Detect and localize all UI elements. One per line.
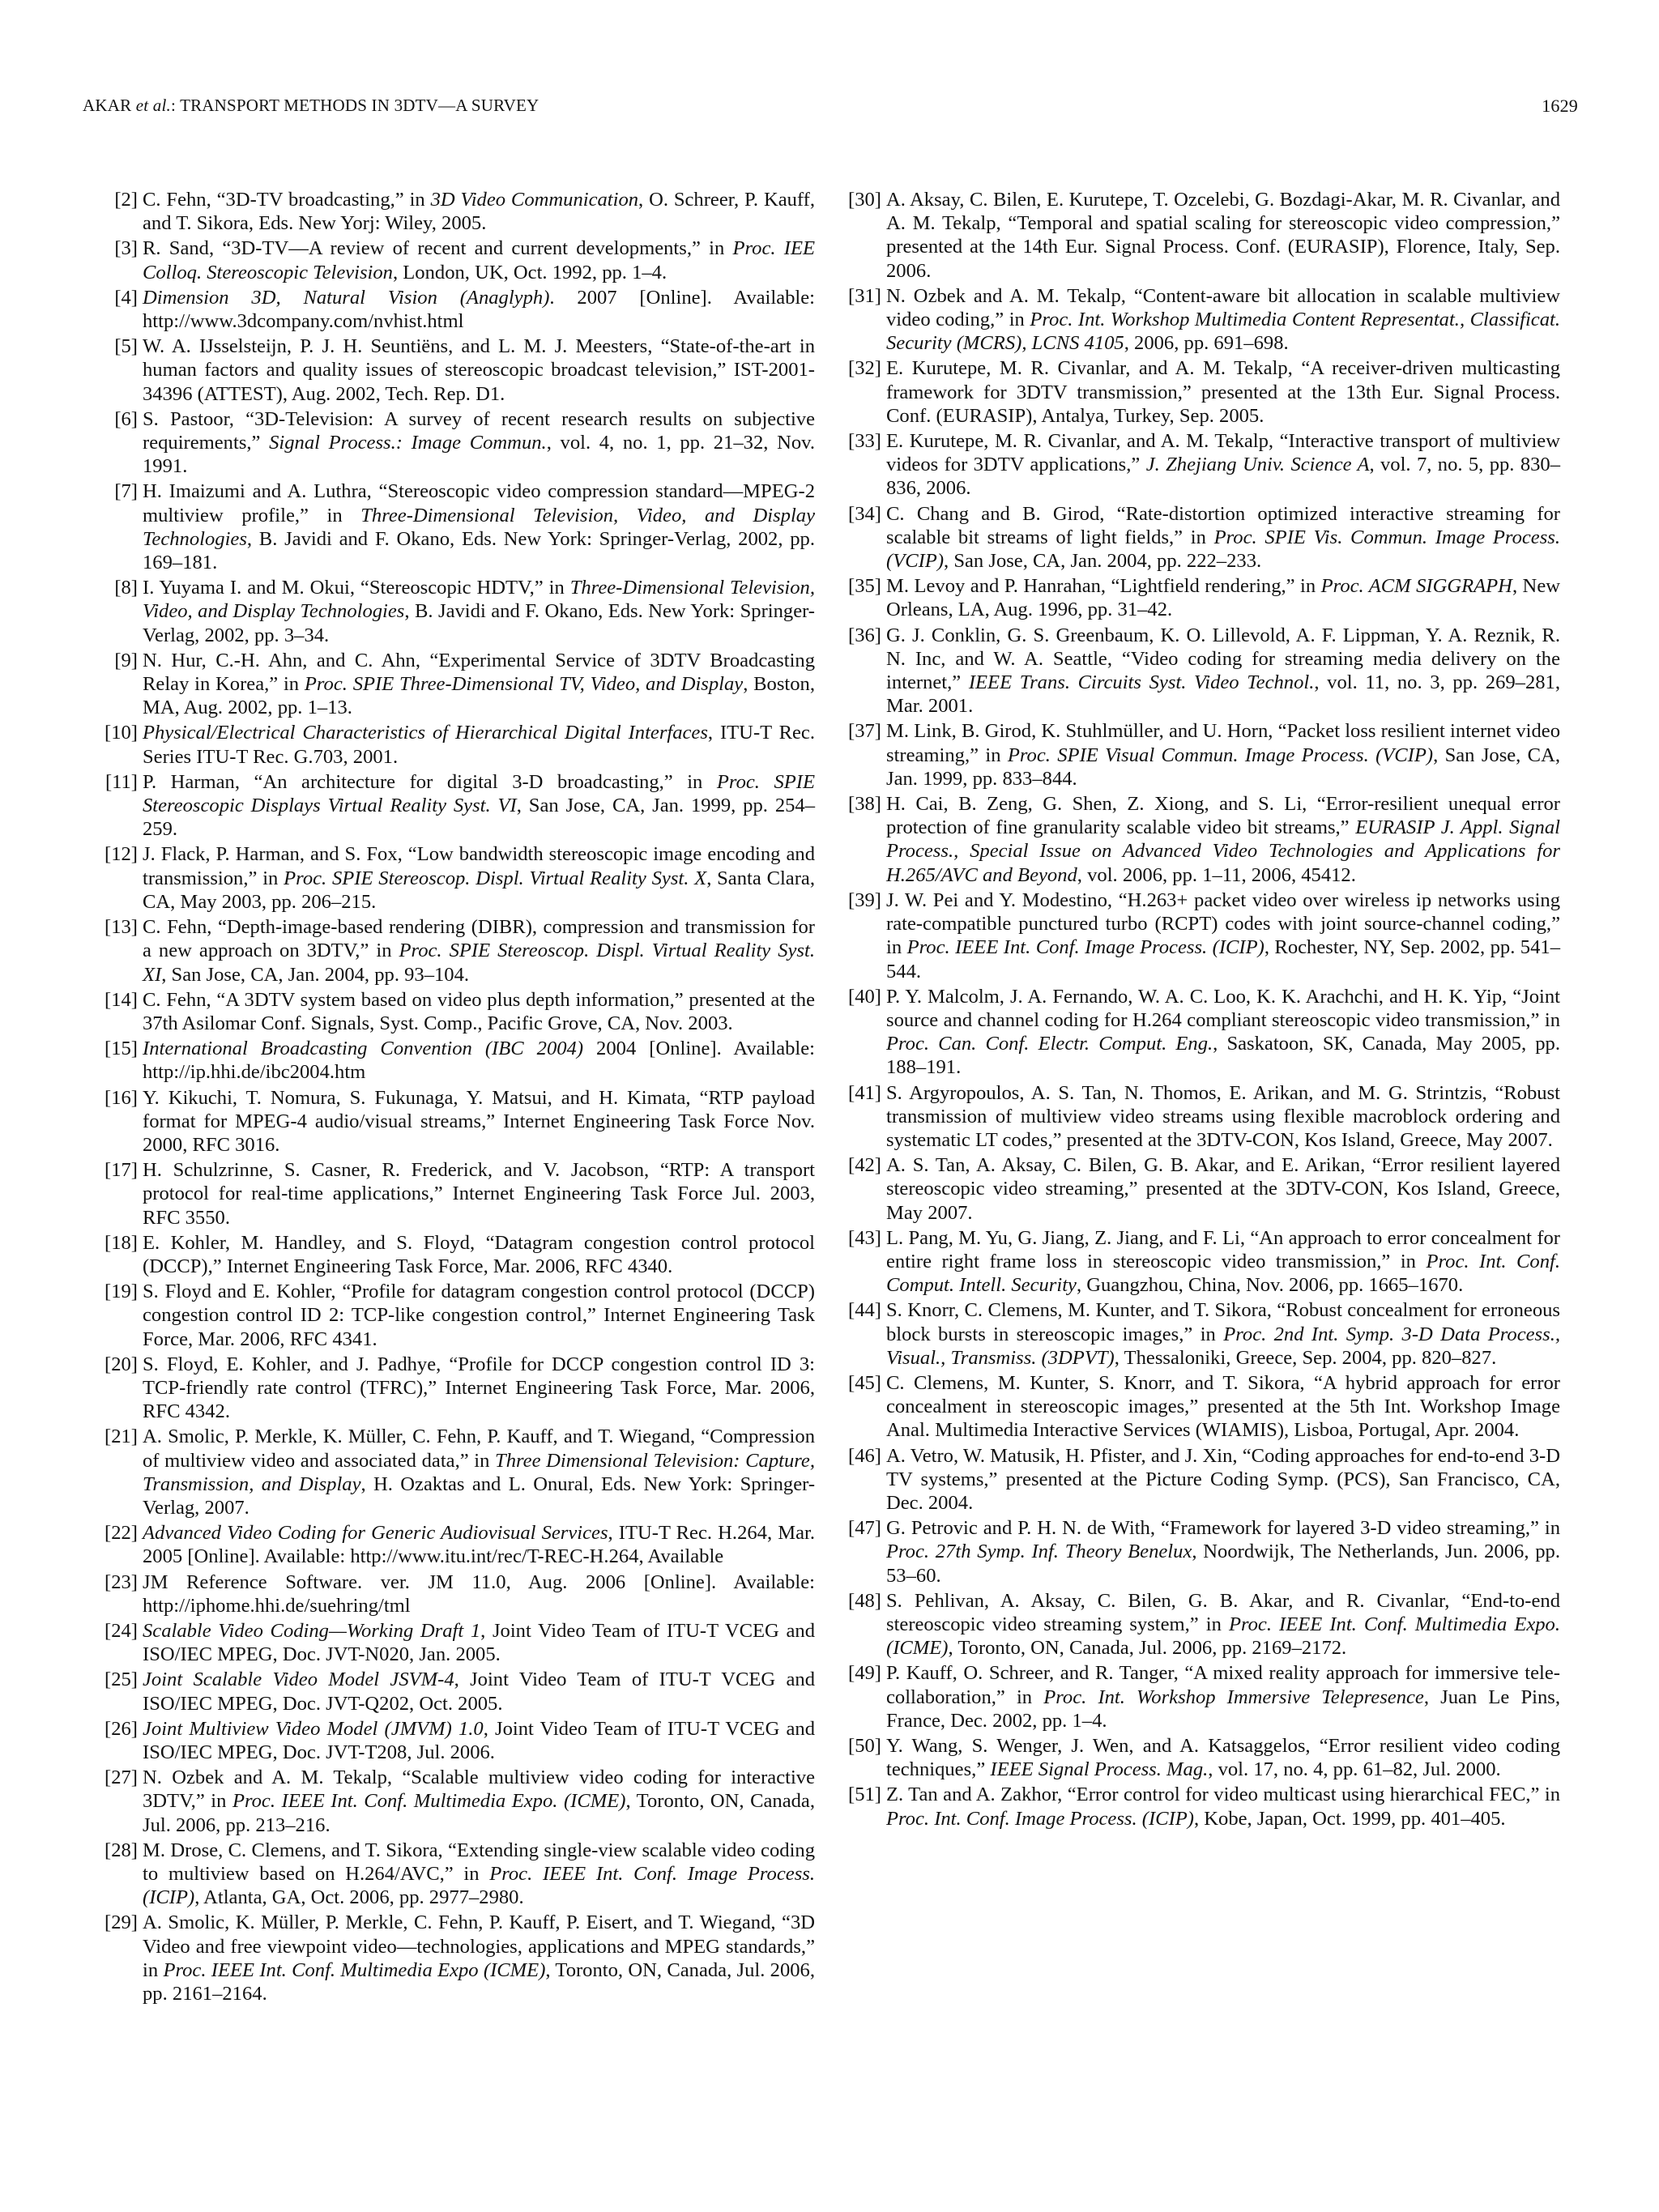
reference-segment: G. J. Conklin, G. S. Greenbaum, K. O. Lillevold, A. F. Lippman, Y. A. Reznik, R. N. Inc, and W. A. Seattle, “Video coding for streaming media delivery on the internet,”: [886, 624, 1560, 694]
reference-entry: [104, 1521, 815, 1568]
reference-segment: C. Fehn, “Depth-image-based rendering (DIBR), compression and transmission for a new approach on 3DTV,” in: [143, 916, 815, 962]
reference-segment: , Toronto, ON, Canada, Jul. 2006, pp. 2169–2172.: [948, 1637, 1347, 1660]
reference-text: [143, 1839, 815, 1910]
reference-segment: , H. Ozaktas and L. Onural, Eds. New York: Springer-Verlag, 2007.: [143, 1473, 816, 1519]
reference-italic-segment: Joint Multiview Video Model (JMVM) 1.0: [143, 1717, 484, 1740]
reference-number: [4]: [114, 286, 138, 309]
reference-number: [25]: [104, 1669, 138, 1691]
reference-segment: , Santa Clara, CA, May 2003, pp. 206–215.: [143, 867, 815, 913]
reference-italic-segment: Proc. IEEE Int. Conf. Multimedia Expo (ICME): [163, 1958, 546, 1981]
reference-text: [143, 407, 815, 479]
reference-segment: , Joint Video Team of ITU-T VCEG and ISO/IEC MPEG, Doc. JVT-N020, Jan. 2005.: [143, 1619, 815, 1666]
reference-entry: [104, 988, 815, 1035]
reference-segment: , Rochester, NY, Sep. 2002, pp. 541–544.: [886, 936, 1560, 982]
reference-number: [27]: [104, 1767, 138, 1789]
reference-number: [16]: [104, 1086, 138, 1109]
reference-italic-segment: Proc. Can. Conf. Electr. Comput. Eng.: [886, 1033, 1213, 1055]
reference-segment: N. Ozbek and A. M. Tekalp, “Scalable multiview video coding for interactive 3DTV,” in: [143, 1767, 815, 1813]
reference-italic-segment: Proc. 2nd Int. Symp. 3-D Data Process., Visual., Transmiss. (3DPVT): [886, 1323, 1560, 1369]
reference-number: [32]: [848, 357, 881, 380]
reference-italic-segment: Joint Scalable Video Model JSVM-4: [143, 1669, 454, 1691]
reference-entry: [848, 624, 1560, 718]
reference-italic-segment: Proc. SPIE Vis. Commun. Image Process. (VCIP): [886, 526, 1560, 573]
reference-segment: , San Jose, CA, Jan. 2004, pp. 222–233.: [944, 550, 1262, 573]
reference-number: [36]: [848, 624, 881, 646]
reference-number: [23]: [104, 1571, 138, 1593]
reference-entry: [848, 1589, 1560, 1660]
reference-number: [38]: [848, 793, 881, 816]
reference-entry: [848, 429, 1561, 501]
reference-segment: S. Knorr, C. Clemens, M. Kunter, and T. Sikora, “Robust concealment for erroneous block bursts in stereoscopic images,” in: [886, 1299, 1560, 1345]
reference-italic-segment: Three-Dimensional Television, Video, and Display Technologies: [143, 504, 815, 550]
running-head-text: : TRANSPORT METHODS IN 3DTV—A SURVEY: [170, 96, 539, 115]
reference-italic-segment: Proc. 27th Symp. Inf. Theory Benelux: [886, 1541, 1192, 1563]
reference-segment: H. Imaizumi and A. Luthra, “Stereoscopic video compression standard—MPEG-2 multiview profile,” in: [143, 480, 815, 526]
reference-entry: [848, 284, 1560, 356]
reference-segment: S. Pehlivan, A. Aksay, C. Bilen, G. B. Akar, and R. Civanlar, “End-to-end stereoscopic video streaming system,” in: [886, 1589, 1560, 1635]
reference-segment: , O. Schreer, P. Kauff, and T. Sikora, Eds. New Yorj: Wiley, 2005.: [143, 189, 815, 235]
reference-entry: [848, 574, 1560, 621]
reference-text: [143, 1231, 815, 1278]
reference-segment: , Thessaloniki, Greece, Sep. 2004, pp. 820–827.: [1114, 1346, 1497, 1369]
reference-number: [5]: [114, 335, 138, 358]
reference-segment: , ITU-T Rec. Series ITU-T Rec. G.703, 2001.: [143, 722, 815, 768]
reference-number: [8]: [114, 577, 138, 599]
reference-number: [50]: [848, 1735, 881, 1757]
reference-entry: [848, 1444, 1560, 1515]
reference-segment: , Juan Le Pins, France, Dec. 2002, pp. 1–4.: [886, 1686, 1560, 1732]
reference-segment: R. Sand, “3D-TV—A review of recent and current developments,” in: [143, 237, 733, 260]
reference-segment: J. W. Pei and Y. Modestino, “H.263+ packet video over wireless ip networks using rate-compatible punctured turbo (RCPT) codes with joint source-channel coding,” in: [886, 889, 1560, 959]
reference-segment: , vol. 2006, pp. 1–11, 2006, 45412.: [1077, 863, 1356, 886]
running-header: [83, 96, 1578, 128]
reference-number: [40]: [848, 985, 881, 1008]
reference-segment: , Atlanta, GA, Oct. 2006, pp. 2977–2980.: [194, 1886, 524, 1909]
reference-italic-segment: Signal Process.: Image Commun.: [269, 432, 547, 454]
reference-entry: [848, 502, 1560, 573]
reference-segment: , Noordwijk, The Netherlands, Jun. 2006, pp. 53–60.: [886, 1541, 1560, 1587]
reference-italic-segment: Physical/Electrical Characteristics of Hierarchical Digital Interfaces: [143, 722, 708, 744]
reference-segment: A. Aksay, C. Bilen, E. Kurutepe, T. Ozcelebi, G. Bozdagi-Akar, M. R. Civanlar, and A. M. Tekalp, “Temporal and spatial scaling for stereoscopic video compression,” presented at the 14th Eur. Signal Process. Conf. (EURASIP), Florence, Italy, Sep. 2006.: [886, 189, 1560, 282]
reference-italic-segment: IEEE Trans. Circuits Syst. Video Technol.: [968, 671, 1315, 694]
reference-segment: , Toronto, ON, Canada, Jul. 2006, pp. 213–216.: [143, 1790, 815, 1836]
reference-entry: [848, 188, 1560, 283]
reference-text: [143, 286, 815, 333]
reference-number: [14]: [104, 988, 138, 1011]
reference-italic-segment: Proc. SPIE Visual Commun. Image Process. (VCIP): [1007, 744, 1434, 766]
reference-text: [143, 1911, 815, 2005]
running-head-etal: et al.: [135, 96, 171, 115]
reference-segment: , vol. 7, no. 5, pp. 830–836, 2006.: [886, 454, 1561, 500]
reference-number: [20]: [104, 1353, 138, 1375]
reference-segment: , San Jose, CA, Jan. 1999, pp. 833–844.: [886, 744, 1560, 790]
reference-number: [2]: [114, 189, 138, 211]
reference-italic-segment: Proc. IEE Colloq. Stereoscopic Television: [143, 237, 815, 283]
reference-segment: , Guangzhou, China, Nov. 2006, pp. 1665–1670.: [1076, 1274, 1464, 1297]
reference-text: [143, 1353, 815, 1424]
reference-italic-segment: Proc. IEEE Int. Conf. Image Process. (ICIP): [906, 936, 1265, 959]
reference-number: [11]: [104, 770, 138, 793]
reference-number: [18]: [104, 1231, 138, 1254]
reference-segment: A. S. Tan, A. Aksay, C. Bilen, G. B. Akar, and E. Arikan, “Error resilient layered stereoscopic video streaming,” presented at the 3DTV-CON, Kos Island, Greece, May 2007.: [886, 1154, 1560, 1224]
reference-number: [15]: [104, 1038, 138, 1060]
reference-text: [143, 1766, 815, 1837]
reference-entry: [104, 1280, 815, 1351]
reference-segment: L. Pang, M. Yu, G. Jiang, Z. Jiang, and F. Li, “An approach to error concealment for entire right frame loss in stereoscopic video transmission,” in: [886, 1226, 1560, 1272]
reference-segment: H. Cai, B. Zeng, G. Shen, Z. Xiong, and S. Li, “Error-resilient unequal error protection of fine granularity scalable video bit streams,”: [886, 793, 1560, 839]
reference-entry: [848, 1516, 1560, 1588]
reference-entry: [848, 1298, 1560, 1370]
reference-text: [886, 792, 1560, 887]
reference-segment: , Kobe, Japan, Oct. 1999, pp. 401–405.: [1193, 1807, 1506, 1830]
reference-number: [44]: [848, 1299, 881, 1322]
reference-text: [143, 1037, 815, 1084]
reference-italic-segment: Three Dimensional Television: Capture, Transmission, and Display: [143, 1449, 815, 1495]
references-right-column: [848, 188, 1561, 1832]
reference-entry: [104, 1353, 815, 1424]
reference-text: [143, 576, 815, 647]
reference-text: [886, 1081, 1560, 1153]
reference-segment: Z. Tan and A. Zakhor, “Error control for video multicast using hierarchical FEC,” in: [886, 1784, 1560, 1806]
reference-segment: I. Yuyama I. and M. Okui, “Stereoscopic HDTV,” in: [143, 577, 570, 599]
reference-text: [886, 985, 1560, 1080]
reference-segment: C. Fehn, “3D-TV broadcasting,” in: [143, 189, 431, 211]
reference-segment: , B. Javidi and F. Okano, Eds. New York: Springer-Verlag, 2002, pp. 169–181.: [143, 527, 815, 574]
reference-segment: . 2007 [Online]. Available: http://www.3dcompany.com/nvhist.html: [143, 286, 816, 333]
reference-entry: [104, 1037, 815, 1084]
reference-number: [42]: [848, 1154, 881, 1177]
reference-entry: [114, 649, 815, 720]
reference-segment: C. Chang and B. Girod, “Rate-distortion optimized interactive streaming for scalable bit streams of light fields,” in: [886, 502, 1560, 548]
running-head-authors: AKAR: [83, 96, 136, 115]
reference-segment: M. Link, B. Girod, K. Stuhlmüller, and U. Horn, “Packet loss resilient internet video streaming,” in: [886, 720, 1560, 766]
running-head-title: [83, 96, 539, 116]
reference-italic-segment: EURASIP J. Appl. Signal Process., Special Issue on Advanced Video Technologies and Applications for H.265/AVC and Beyond: [886, 816, 1560, 886]
reference-italic-segment: J. Zhejiang Univ. Science A: [1145, 454, 1370, 476]
reference-segment: , vol. 11, no. 3, pp. 269–281, Mar. 2001.: [886, 671, 1560, 718]
reference-number: [6]: [114, 407, 138, 430]
reference-italic-segment: Proc. Int. Conf. Image Process. (ICIP): [886, 1807, 1194, 1830]
reference-entry: [848, 1661, 1560, 1733]
reference-text: [886, 1661, 1560, 1733]
reference-entry: [114, 335, 815, 406]
reference-entry: [114, 576, 815, 647]
reference-italic-segment: Proc. SPIE Three-Dimensional TV, Video, and Display: [304, 673, 744, 696]
reference-segment: , Joint Video Team of ITU-T VCEG and ISO/IEC MPEG, Doc. JVT-T208, Jul. 2006.: [143, 1717, 815, 1763]
reference-entry: [104, 1158, 815, 1230]
reference-text: [143, 1668, 815, 1715]
reference-entry: [104, 1839, 815, 1910]
reference-segment: , vol. 4, no. 1, pp. 21–32, Nov. 1991.: [143, 432, 815, 478]
reference-italic-segment: Proc. IEEE Int. Conf. Multimedia Expo. (ICME): [232, 1790, 626, 1813]
reference-segment: , San Jose, CA, Jan. 1999, pp. 254–259.: [143, 795, 816, 841]
reference-entry: [104, 1086, 815, 1157]
reference-entry: [848, 792, 1560, 887]
reference-text: [143, 1158, 815, 1230]
reference-number: [22]: [104, 1522, 138, 1545]
reference-segment: C. Clemens, M. Kunter, S. Knorr, and T. Sikora, “A hybrid approach for error concealment in stereoscopic images,” presented at the 5th Int. Workshop Image Anal. Multimedia Interactive Services (WIAMIS), Lisboa, Portugal, Apr. 2004.: [886, 1371, 1560, 1442]
reference-number: [49]: [848, 1662, 881, 1685]
reference-number: [28]: [104, 1839, 138, 1861]
reference-text: [886, 1298, 1560, 1370]
reference-segment: E. Kurutepe, M. R. Civanlar, and A. M. Tekalp, “A receiver-driven multicasting framework for 3DTV transmission,” presented at the 13th Eur. Signal Process. Conf. (EURASIP), Antalya, Turkey, Sep. 2005.: [886, 357, 1560, 427]
reference-text: [143, 188, 815, 235]
reference-entry: [848, 1783, 1560, 1830]
reference-segment: H. Schulzrinne, S. Casner, R. Frederick, and V. Jacobson, “RTP: A transport protocol for real-time applications,” Internet Engineering Task Force Jul. 2003, RFC 3550.: [143, 1159, 815, 1229]
reference-italic-segment: Dimension 3D, Natural Vision (Anaglyph): [143, 286, 550, 309]
reference-number: [17]: [104, 1159, 138, 1182]
reference-text: [143, 237, 815, 283]
reference-segment: , 2006, pp. 691–698.: [1124, 332, 1289, 355]
reference-italic-segment: 3D Video Communication: [430, 189, 639, 211]
reference-number: [26]: [104, 1717, 138, 1740]
reference-number: [10]: [104, 722, 138, 744]
reference-segment: , London, UK, Oct. 1992, pp. 1–4.: [392, 261, 667, 283]
reference-text: [886, 1516, 1560, 1588]
reference-italic-segment: Proc. IEEE Int. Conf. Multimedia Expo. (ICME): [886, 1613, 1560, 1660]
reference-italic-segment: Three-Dimensional Television, Video, and Display Technologies: [143, 577, 815, 623]
reference-entry: [114, 188, 815, 235]
reference-segment: , San Jose, CA, Jan. 2004, pp. 93–104.: [161, 963, 470, 986]
reference-number: [51]: [848, 1784, 881, 1806]
reference-text: [143, 842, 815, 914]
reference-text: [886, 502, 1560, 573]
reference-number: [48]: [848, 1589, 881, 1612]
reference-entry: [848, 1153, 1560, 1225]
reference-number: [31]: [848, 284, 881, 307]
reference-number: [7]: [114, 480, 138, 503]
reference-entry: [104, 1571, 815, 1617]
reference-entry: [104, 1717, 815, 1764]
reference-text: [143, 1521, 815, 1568]
reference-italic-segment: Advanced Video Coding for Generic Audiovisual Services: [143, 1522, 608, 1545]
reference-segment: , Toronto, ON, Canada, Jul. 2006, pp. 2161–2164.: [143, 1958, 816, 2005]
reference-segment: A. Vetro, W. Matusik, H. Pfister, and J. Xin, “Coding approaches for end-to-end 3-D TV systems,” presented at the Picture Coding Symp. (PCS), San Francisco, CA, Dec. 2004.: [886, 1444, 1560, 1514]
references-left-column: [104, 188, 816, 2007]
reference-segment: M. Levoy and P. Hanrahan, “Lightfield rendering,” in: [886, 575, 1321, 598]
reference-italic-segment: Proc. SPIE Stereoscop. Displ. Virtual Reality Syst. X: [284, 867, 707, 889]
reference-number: [30]: [848, 189, 881, 211]
reference-segment: , B. Javidi and F. Okano, Eds. New York: Springer-Verlag, 2002, pp. 3–34.: [143, 600, 815, 646]
reference-entry: [848, 1371, 1560, 1443]
reference-segment: , Saskatoon, SK, Canada, May 2005, pp. 188–191.: [886, 1033, 1560, 1079]
reference-text: [886, 624, 1560, 718]
reference-text: [143, 1619, 815, 1666]
reference-number: [9]: [114, 649, 138, 671]
reference-entry: [104, 1231, 815, 1278]
reference-text: [143, 770, 815, 842]
reference-entry: [114, 407, 815, 479]
reference-segment: A. Smolic, P. Merkle, K. Müller, C. Fehn, P. Kauff, and T. Wiegand, “Compression of multiview video and associated data,” in: [143, 1426, 815, 1472]
reference-segment: 2004 [Online]. Available: http://ip.hhi.de/ibc2004.htm: [143, 1038, 815, 1084]
reference-entry: [114, 479, 815, 574]
reference-entry: [104, 1425, 816, 1519]
reference-italic-segment: Proc. ACM SIGGRAPH: [1320, 575, 1512, 598]
reference-segment: N. Ozbek and A. M. Tekalp, “Content-aware bit allocation in scalable multiview video coding,” in: [886, 284, 1560, 331]
reference-number: [12]: [104, 843, 138, 866]
reference-number: [19]: [104, 1281, 138, 1303]
reference-entry: [848, 719, 1560, 791]
reference-text: [886, 1444, 1560, 1515]
reference-entry: [848, 1734, 1560, 1781]
reference-text: [143, 915, 815, 987]
reference-number: [47]: [848, 1517, 881, 1540]
reference-italic-segment: Proc. Int. Conf. Comput. Intell. Security: [886, 1250, 1560, 1297]
reference-text: [886, 1153, 1560, 1225]
reference-segment: , Boston, MA, Aug. 2002, pp. 1–13.: [143, 673, 815, 719]
reference-entry: [104, 770, 816, 842]
reference-italic-segment: International Broadcasting Convention (IBC 2004): [143, 1038, 584, 1060]
reference-number: [13]: [104, 916, 138, 939]
reference-italic-segment: Proc. Int. Workshop Immersive Telepresence: [1043, 1686, 1424, 1708]
reference-entry: [104, 1668, 815, 1715]
reference-italic-segment: IEEE Signal Process. Mag.: [990, 1758, 1209, 1781]
reference-segment: P. Kauff, O. Schreer, and R. Tanger, “A mixed reality approach for immersive tele-collaboration,” in: [886, 1662, 1560, 1708]
reference-segment: M. Drose, C. Clemens, and T. Sikora, “Extending single-view scalable video coding to multiview based on H.264/AVC,” in: [143, 1839, 815, 1886]
page-number: 1629: [1542, 96, 1578, 116]
reference-segment: , vol. 17, no. 4, pp. 61–82, Jul. 2000.: [1208, 1758, 1501, 1781]
reference-segment: S. Argyropoulos, A. S. Tan, N. Thomos, E. Arikan, and M. G. Strintzis, “Robust transmission of multiview video streams using flexible macroblock ordering and systematic LT codes,” presented at the 3DTV-CON, Kos Island, Greece, May 2007.: [886, 1081, 1560, 1151]
reference-entry: [114, 237, 815, 283]
reference-entry: [104, 721, 815, 768]
reference-entry: [104, 842, 815, 914]
reference-segment: , Joint Video Team of ITU-T VCEG and ISO/IEC MPEG, Doc. JVT-Q202, Oct. 2005.: [143, 1669, 815, 1715]
reference-segment: Y. Kikuchi, T. Nomura, S. Fukunaga, Y. Matsui, and H. Kimata, “RTP payload format for MPEG-4 audio/visual streams,” Internet Engineering Task Force Nov. 2000, RFC 3016.: [143, 1086, 815, 1156]
reference-number: [3]: [114, 237, 138, 260]
reference-number: [45]: [848, 1371, 881, 1394]
reference-text: [886, 1226, 1560, 1298]
reference-text: [886, 284, 1560, 356]
reference-number: [24]: [104, 1619, 138, 1642]
reference-segment: , ITU-T Rec. H.264, Mar. 2005 [Online]. Available: http://www.itu.int/rec/T-REC-H.264, Available: [143, 1522, 815, 1568]
reference-number: [35]: [848, 575, 881, 598]
reference-text: [143, 649, 815, 720]
reference-text: [886, 1589, 1560, 1660]
reference-entry: [104, 915, 815, 987]
reference-segment: P. Harman, “An architecture for digital 3-D broadcasting,” in: [143, 770, 717, 793]
reference-segment: J. Flack, P. Harman, and S. Fox, “Low bandwidth stereoscopic image encoding and transmission,” in: [143, 843, 815, 889]
reference-number: [37]: [848, 720, 881, 743]
reference-text: [886, 719, 1560, 791]
reference-entry: [104, 1911, 816, 2005]
reference-segment: N. Hur, C.-H. Ahn, and C. Ahn, “Experimental Service of 3DTV Broadcasting Relay in Korea,” in: [143, 649, 815, 696]
reference-segment: C. Fehn, “A 3DTV system based on video plus depth information,” presented at the 37th Asilomar Conf. Signals, Syst. Comp., Pacific Grove, CA, Nov. 2003.: [143, 988, 815, 1034]
reference-segment: S. Floyd and E. Kohler, “Profile for datagram congestion control protocol (DCCP) congestion control ID 2: TCP-like congestion control,” Internet Engineering Task Force, Mar. 2006, RFC 4341.: [143, 1281, 815, 1350]
reference-number: [43]: [848, 1226, 881, 1249]
reference-entry: [104, 1619, 815, 1666]
reference-text: [143, 721, 815, 768]
reference-segment: P. Y. Malcolm, J. A. Fernando, W. A. C. Loo, K. K. Arachchi, and H. K. Yip, “Joint source and channel coding for H.264 compliant stereoscopic video transmission,” in: [886, 985, 1560, 1031]
reference-number: [34]: [848, 502, 881, 525]
reference-text: [886, 1783, 1560, 1830]
reference-text: [143, 1571, 815, 1617]
reference-italic-segment: Proc. SPIE Stereoscopic Displays Virtual Reality Syst. VI: [143, 770, 815, 817]
reference-number: [29]: [104, 1912, 138, 1934]
reference-text: [886, 188, 1560, 283]
reference-text: [143, 1280, 815, 1351]
reference-text: [886, 429, 1560, 501]
reference-text: [886, 889, 1560, 983]
reference-text: [886, 1734, 1560, 1781]
reference-text: [143, 335, 815, 406]
reference-entry: [848, 356, 1560, 428]
reference-italic-segment: Proc. IEEE Int. Conf. Image Process. (ICIP): [143, 1863, 815, 1909]
reference-text: [143, 1425, 815, 1519]
reference-entry: [114, 286, 816, 333]
reference-segment: W. A. IJsselsteijn, P. J. H. Seuntiëns, and L. M. J. Meesters, “State-of-the-art in human factors and quality issues of stereoscopic broadcast television,” IST-2001-34396 (ATTEST), Aug. 2002, Tech. Rep. D1.: [143, 335, 815, 405]
reference-text: [143, 1086, 815, 1157]
reference-number: [21]: [104, 1426, 138, 1448]
reference-text: [886, 356, 1560, 428]
reference-text: [143, 479, 815, 574]
reference-text: [143, 1717, 815, 1764]
reference-segment: A. Smolic, K. Müller, P. Merkle, C. Fehn, P. Kauff, P. Eisert, and T. Wiegand, “3D Video and free viewpoint video—technologies, applications and MPEG standards,” in: [143, 1912, 815, 1981]
reference-italic-segment: Scalable Video Coding—Working Draft 1: [143, 1619, 481, 1642]
reference-italic-segment: Proc. Int. Workshop Multimedia Content Representat., Classificat. Security (MCRS), LCNS 4105: [886, 309, 1560, 355]
reference-number: [39]: [848, 889, 881, 911]
reference-segment: , New Orleans, LA, Aug. 1996, pp. 31–42.: [886, 575, 1560, 621]
reference-text: [143, 988, 815, 1035]
reference-entry: [848, 1226, 1560, 1298]
reference-segment: E. Kurutepe, M. R. Civanlar, and A. M. Tekalp, “Interactive transport of multiview videos for 3DTV applications,”: [886, 430, 1560, 476]
reference-entry: [104, 1766, 815, 1837]
reference-entry: [848, 889, 1560, 983]
reference-text: [886, 1371, 1560, 1443]
reference-number: [41]: [848, 1081, 881, 1104]
reference-segment: Y. Wang, S. Wenger, J. Wen, and A. Katsaggelos, “Error resilient video coding techniques,”: [886, 1735, 1560, 1781]
reference-segment: G. Petrovic and P. H. N. de With, “Framework for layered 3-D video streaming,” in: [886, 1517, 1560, 1540]
reference-number: [33]: [848, 430, 881, 453]
reference-text: [886, 574, 1560, 621]
reference-segment: S. Floyd, E. Kohler, and J. Padhye, “Profile for DCCP congestion control ID 3: TCP-friendly rate control (TFRC),” Internet Engineering Task Force, Mar. 2006, RFC 4342.: [143, 1353, 815, 1423]
reference-segment: JM Reference Software. ver. JM 11.0, Aug. 2006 [Online]. Available: http://iphome.hhi.de/suehring/tml: [143, 1571, 815, 1617]
reference-entry: [848, 985, 1560, 1080]
reference-italic-segment: Proc. SPIE Stereoscop. Displ. Virtual Reality Syst. XI: [143, 940, 815, 986]
reference-segment: E. Kohler, M. Handley, and S. Floyd, “Datagram congestion control protocol (DCCP),” Internet Engineering Task Force, Mar. 2006, RFC 4340.: [143, 1231, 815, 1277]
reference-entry: [848, 1081, 1560, 1153]
reference-number: [46]: [848, 1444, 881, 1467]
reference-segment: S. Pastoor, “3D-Television: A survey of recent research results on subjective requirements,”: [143, 407, 815, 454]
